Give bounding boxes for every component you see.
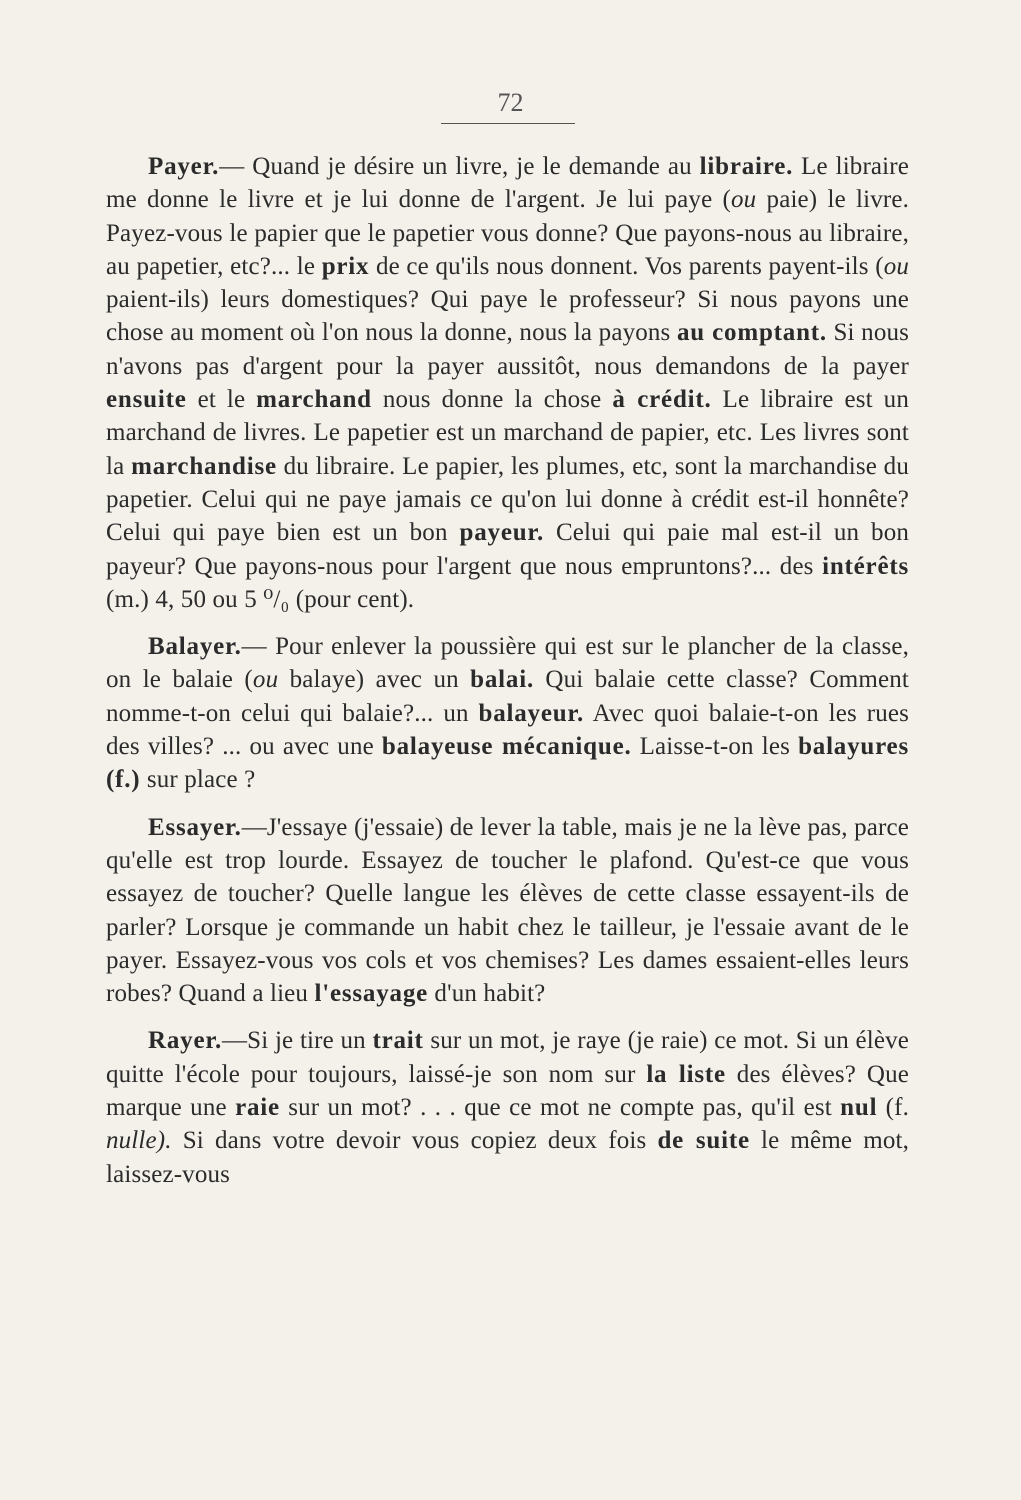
text-run: sur un mot, je raye (je raie) ce mot. Si un élève quitte l'école pour toujours, laissé-je son nom sur [106, 1027, 909, 1088]
text-run: nous donne la chose [371, 386, 613, 414]
bold-term: de suite [657, 1127, 750, 1155]
text-run: (m.) 4, 50 ou 5 ⁰/₀ (pour cent). [106, 585, 415, 613]
bold-term: balayeuse mécanique. [381, 733, 632, 761]
text-run: Celui qui paie mal est-il un bon payeur? Que payons-nous pour l'argent que nous empruntons?... des [106, 519, 909, 580]
text-run: paie) le livre. Payez-vous le papier que le papetier vous donne? Que payons-nous au libraire, au papetier, etc?... le [106, 186, 910, 280]
bold-term: libraire. [699, 153, 794, 180]
text-run: — Pour enlever la poussière qui est sur le plancher de la classe, on le balaie ( [106, 633, 909, 694]
italic-text: ou [883, 252, 909, 280]
text-run: Le libraire me donne le livre et je lui donne de l'argent. Je lui paye ( [106, 153, 909, 214]
text-run: —J'essaye (j'essaie) de lever la table, mais je ne la lève pas, parce qu'elle est trop lourde. Essayez de toucher le plafond. Qu'est-ce que vous essayez de toucher? Quelle langue les élèves de cette classe essayent-ils de parler? Lorsque je commande un habit chez le tailleur, je l'essaie avant de le payer. Essayez-vous vos cols et vos chemises? Les dames essaient-elles leurs robes? Quand a lieu [106, 813, 909, 1008]
bold-term: Essayer. [148, 813, 242, 841]
text-run: (f. [877, 1094, 909, 1122]
text-run: Laisse-t-on les [631, 733, 799, 761]
text-run: le même mot, laissez-vous [106, 1127, 909, 1188]
text-run: Qui balaie cette classe? Comment nomme-t-on celui qui balaie?... un [106, 666, 909, 727]
paragraph-essayer [106, 811, 909, 1011]
bold-term: balayures (f.) [106, 733, 909, 794]
text-run: sur place ? [140, 766, 256, 794]
text-run: et le [186, 386, 257, 414]
text-run: — Quand je désire un livre, je le demande au [219, 153, 700, 180]
bold-term: Balayer. [148, 633, 242, 661]
paragraph-payer [106, 150, 909, 616]
bold-term: la liste [646, 1060, 726, 1088]
text-run: —Si je tire un [222, 1027, 373, 1055]
bold-term: Rayer. [148, 1027, 223, 1055]
italic-text: ou [252, 666, 279, 694]
text-run: du libraire. Le papier, les plumes, etc, sont la marchandise du papetier. Celui qui ne paye jamais ce qu'on lui donne à crédit est-il honnête? Celui qui paye bien est un bon [106, 452, 909, 547]
bold-term: l'essayage [314, 980, 429, 1008]
text-run: Le libraire est un marchand de livres. Le papetier est un marchand de papier, etc. Les livres sont la [106, 386, 909, 480]
italic-text: ou [731, 186, 757, 214]
bold-term: prix [321, 252, 370, 280]
text-run: des élèves? Que marque une [106, 1060, 910, 1122]
paragraph-balayer [106, 630, 909, 796]
bold-term: nul [840, 1094, 878, 1122]
bold-term: au comptant. [676, 319, 827, 347]
bold-term: marchandise [131, 452, 277, 480]
text-run: Si nous n'avons pas d'argent pour la payer aussitôt, nous demandons de la payer [106, 319, 910, 380]
bold-term: Payer. [148, 153, 220, 180]
bold-term: ensuite [106, 386, 187, 414]
bold-term: intérêts [822, 552, 909, 580]
bold-term: à crédit. [612, 386, 712, 414]
text-run: d'un habit? [428, 980, 546, 1008]
page-number: 72 [497, 88, 524, 117]
italic-text: nulle). [106, 1127, 172, 1155]
bold-term: trait [372, 1027, 424, 1055]
text-run: Si dans votre devoir vous copiez deux fois [171, 1127, 658, 1155]
bold-term: marchand [256, 386, 372, 414]
bold-term: payeur. [459, 519, 545, 547]
page-number-rule [441, 123, 575, 124]
text-run: balaye) avec un [278, 666, 471, 694]
text-run: de ce qu'ils nous donnent. Vos parents payent-ils ( [369, 252, 884, 280]
text-run: paient-ils) leurs domestiques? Qui paye le professeur? Si nous payons une chose au moment où l'on nous la donne, nous la payons [106, 286, 909, 347]
bold-term: raie [235, 1094, 280, 1122]
page-body [106, 150, 909, 1205]
bold-term: balai. [470, 666, 535, 694]
paragraph-rayer [106, 1024, 909, 1190]
text-run: Avec quoi balaie-t-on les rues des villes? ... ou avec une [106, 699, 909, 761]
text-run: sur un mot? . . . que ce mot ne compte pas, qu'il est [279, 1094, 841, 1122]
bold-term: balayeur. [478, 699, 585, 727]
